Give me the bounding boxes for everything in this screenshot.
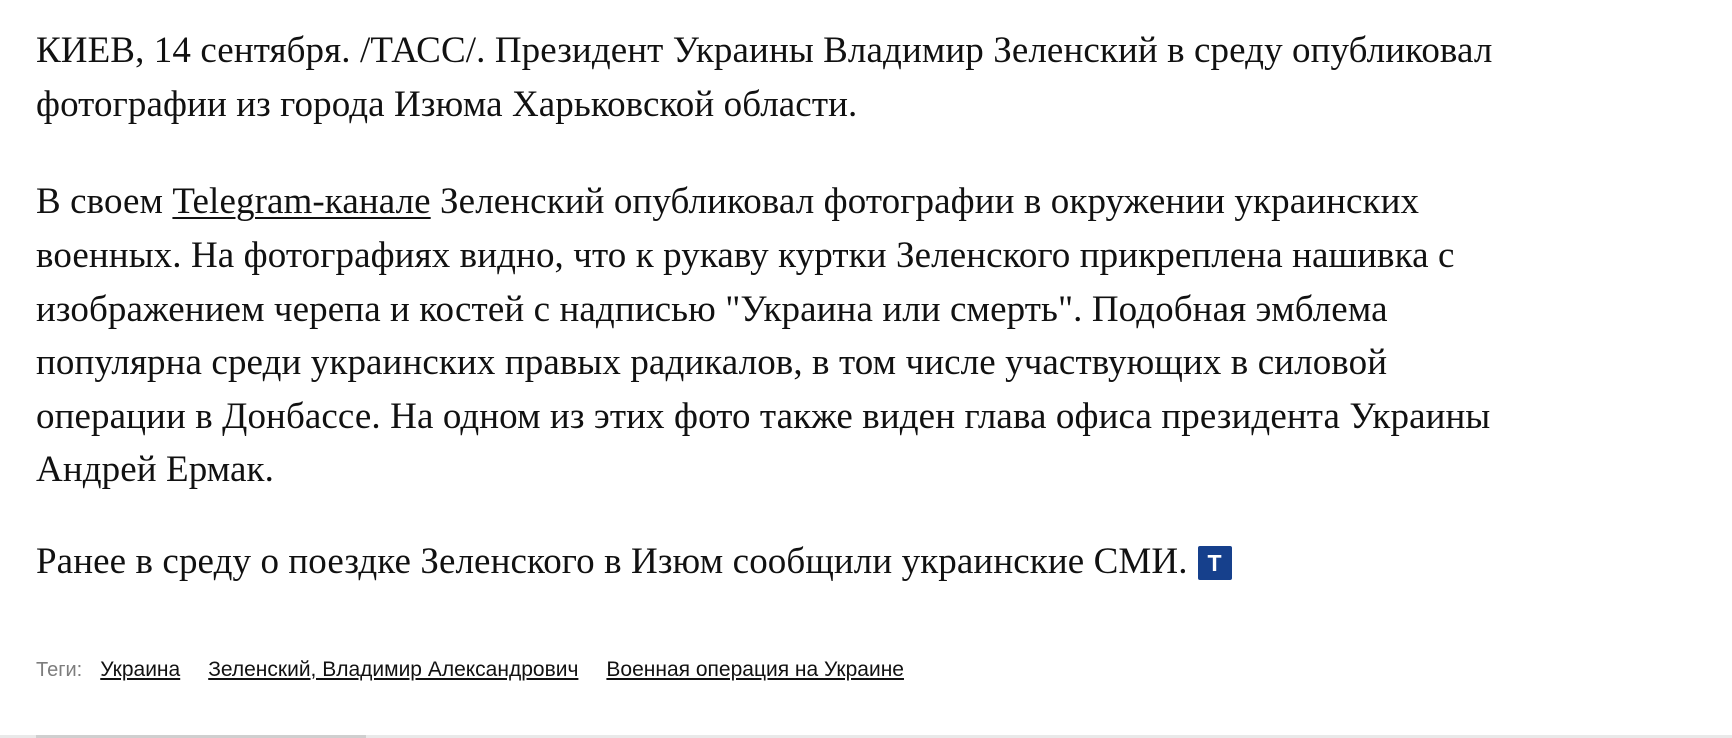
tag-item-2[interactable]: Зеленский, Владимир Александрович (208, 658, 579, 681)
tass-logo-icon: Т (1198, 546, 1232, 580)
article-paragraph-3 (36, 535, 1532, 589)
paragraph-2-text-rest: Зеленский опубликовал фотографии в окружении украинских военных. На фотографиях видно, что к рукаву куртки Зеленского прикреплена нашивка с изображением черепа и костей с надписью "Украина или смерть". Подобная эмблема популярна среди украинских правых радикалов, в том числе участвующих в силовой операции в Донбассе. На одном из этих фото также виден глава офиса президента Украины Андрей Ермак. (36, 181, 1491, 491)
telegram-channel-link[interactable]: Telegram-канале (172, 181, 431, 223)
tags-row (36, 658, 904, 682)
article-body (36, 24, 1532, 589)
tag-item-3[interactable]: Военная операция на Украине (606, 658, 904, 681)
paragraph-2-text-lead: В своем (36, 181, 173, 223)
tags-label: Теги: (36, 659, 83, 681)
article-paragraph-2 (36, 175, 1532, 497)
tag-item-1[interactable]: Украина (100, 658, 181, 681)
article-paragraph-1 (36, 24, 1532, 131)
paragraph-3-text: Ранее в среду о поездке Зеленского в Изюм сообщили украинские СМИ. (36, 541, 1188, 583)
paragraph-1-text: КИЕВ, 14 сентября. /ТАСС/. Президент Украины Владимир Зеленский в среду опубликовал фотографии из города Изюма Харьковской области. (36, 30, 1493, 125)
